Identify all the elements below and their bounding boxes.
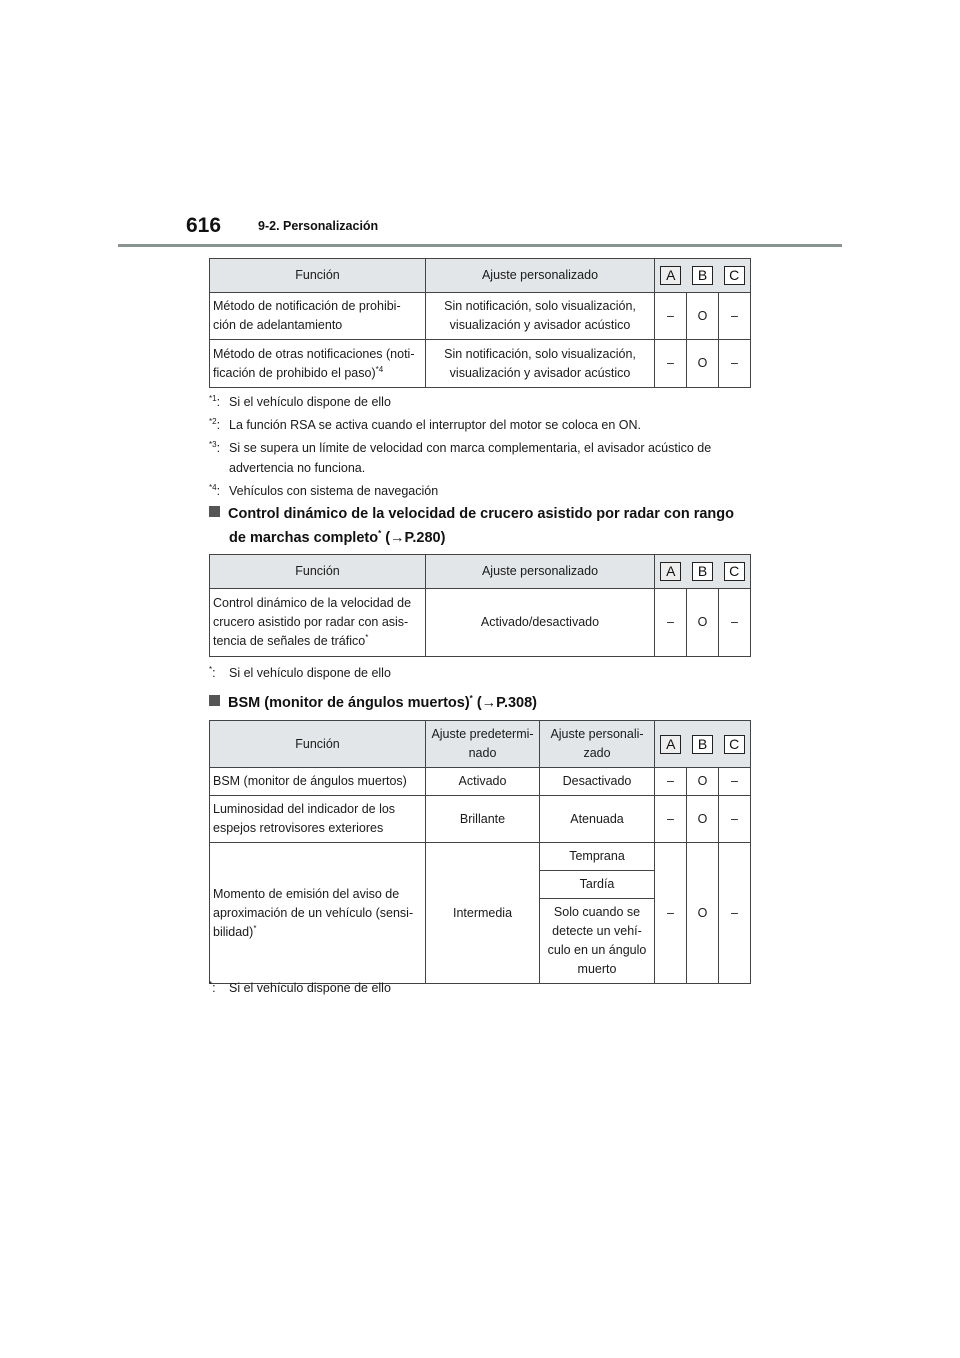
cell-c: – — [719, 293, 751, 340]
footnote-mark: *4 — [209, 482, 217, 492]
footnotes-3 — [209, 978, 729, 998]
cell-a: – — [655, 796, 687, 843]
cell-predeterminado: Intermedia — [426, 843, 540, 984]
cell-a: – — [655, 843, 687, 984]
col-header-funcion: Función — [210, 721, 426, 768]
mode-a-icon: A — [660, 266, 681, 285]
cell-c: – — [719, 843, 751, 984]
mode-b-icon: B — [692, 266, 713, 285]
cell-b: O — [687, 340, 719, 388]
col-header-abc — [655, 555, 751, 589]
section-heading-crucero — [209, 502, 769, 550]
cell-ajuste: Sin notificación, solo visualización, visualización y avisador acústico — [426, 340, 655, 388]
cell-c: – — [719, 768, 751, 796]
heading-line1: Control dinámico de la velocidad de crucero asistido por radar con rango — [228, 506, 734, 522]
table-row — [210, 340, 751, 388]
cell-personalizado: Desactivado — [540, 768, 655, 796]
table-row — [210, 843, 751, 871]
footnote: $^{*1}$: Si el vehículo dispone de ello — [209, 392, 729, 412]
customization-table-notifications — [209, 258, 751, 388]
page-reference-link[interactable]: (→P.308) — [472, 695, 538, 711]
footnote-text: Si se supera un límite de velocidad con marca complementaria, el avisador acústico de advertencia no funciona. — [229, 441, 712, 475]
heading-line2: de marchas completo — [229, 530, 379, 546]
section-heading-bsm — [209, 691, 769, 715]
cell-b: O — [687, 796, 719, 843]
mode-a-icon: A — [660, 562, 681, 581]
col-header-personalizado: Ajuste personali-zado — [540, 721, 655, 768]
cell-a: – — [655, 589, 687, 657]
cell-a: – — [655, 293, 687, 340]
page-reference-link[interactable]: (→P.280) — [381, 530, 446, 546]
cell-funcion-text: Control dinámico de la velocidad de crucero asistido por radar con asis-tencia de señales de tráfico — [213, 596, 412, 648]
footnote-mark: * — [253, 923, 257, 933]
table-row — [210, 768, 751, 796]
col-header-abc — [655, 259, 751, 293]
cell-option: Tardía — [540, 871, 655, 899]
col-header-predeterminado: Ajuste predetermi-nado — [426, 721, 540, 768]
footnote: $^{*4}$: Vehículos con sistema de navegación — [209, 481, 729, 501]
cell-funcion: BSM (monitor de ángulos muertos) — [210, 768, 426, 796]
cell-funcion — [210, 843, 426, 984]
cell-option: Temprana — [540, 843, 655, 871]
col-header-abc — [655, 721, 751, 768]
mode-c-icon: C — [724, 562, 745, 581]
footnotes-1 — [209, 392, 729, 501]
cell-funcion — [210, 589, 426, 657]
customization-table-crucero — [209, 554, 751, 657]
cell-c: – — [719, 589, 751, 657]
cell-funcion — [210, 340, 426, 388]
cell-b: O — [687, 768, 719, 796]
footnote: *: Si el vehículo dispone de ello — [209, 978, 729, 998]
cell-predeterminado: Activado — [426, 768, 540, 796]
mode-b-icon: B — [692, 735, 713, 754]
cell-b: O — [687, 843, 719, 984]
cell-funcion-text: Método de otras notificaciones (noti-ficación de prohibido el paso) — [213, 346, 415, 380]
footnote-text: Si el vehículo dispone de ello — [229, 395, 391, 409]
cell-funcion: Luminosidad del indicador de los espejos retrovisores exteriores — [210, 796, 426, 843]
mode-a-icon: A — [660, 735, 681, 754]
cell-funcion: Método de notificación de prohibi-ción de adelantamiento — [210, 293, 426, 340]
col-header-funcion: Función — [210, 259, 426, 293]
footnote-text: Si el vehículo dispone de ello — [229, 666, 391, 680]
cell-personalizado: Atenuada — [540, 796, 655, 843]
table-row — [210, 796, 751, 843]
mode-c-icon: C — [724, 735, 745, 754]
mode-b-icon: B — [692, 562, 713, 581]
footnote-text: Si el vehículo dispone de ello — [229, 981, 391, 995]
cell-option: Solo cuando se detecte un vehí-culo en un ángulo muerto — [540, 899, 655, 984]
footnote-mark: *3 — [209, 439, 217, 449]
table-row — [210, 589, 751, 657]
footnote: *: Si el vehículo dispone de ello — [209, 663, 729, 683]
section-title: 9-2. Personalización — [258, 219, 379, 233]
customization-table-bsm — [209, 720, 751, 984]
footnotes-2 — [209, 663, 729, 683]
footnote-mark: *4 — [375, 364, 384, 374]
mode-c-icon: C — [724, 266, 745, 285]
heading-line1: BSM (monitor de ángulos muertos) — [228, 695, 470, 711]
col-header-ajuste: Ajuste personalizado — [426, 259, 655, 293]
footnote-text: La función RSA se activa cuando el interruptor del motor se coloca en ON. — [229, 418, 642, 432]
bullet-square-icon — [209, 506, 220, 517]
footnote-mark: * — [378, 529, 382, 539]
header-rule — [118, 244, 842, 247]
col-header-ajuste: Ajuste personalizado — [426, 555, 655, 589]
cell-c: – — [719, 796, 751, 843]
bullet-square-icon — [209, 695, 220, 706]
cell-a: – — [655, 340, 687, 388]
footnote-mark: *2 — [209, 416, 217, 426]
footnote-text: Vehículos con sistema de navegación — [229, 484, 439, 498]
footnote: $^{*2}$: La función RSA se activa cuando el interruptor del motor se coloca en ON. — [209, 415, 729, 435]
cell-b: O — [687, 589, 719, 657]
cell-ajuste: Activado/desactivado — [426, 589, 655, 657]
cell-ajuste: Sin notificación, solo visualización, visualización y avisador acústico — [426, 293, 655, 340]
footnote: $^{*3}$: Si se supera un límite de velocidad con marca complementaria, el avisador acústico de advertencia no funciona. — [209, 438, 729, 478]
footnote-mark: * — [209, 664, 213, 674]
cell-funcion-text: Momento de emisión del aviso de aproximación de un vehículo (sensi-bilidad) — [213, 886, 414, 939]
table-row — [210, 293, 751, 340]
footnote-mark: *1 — [209, 393, 217, 403]
page-number: 616 — [186, 214, 222, 237]
cell-predeterminado: Brillante — [426, 796, 540, 843]
footnote-mark: * — [209, 979, 213, 989]
cell-b: O — [687, 293, 719, 340]
cell-c: – — [719, 340, 751, 388]
col-header-funcion: Función — [210, 555, 426, 589]
cell-a: – — [655, 768, 687, 796]
footnote-mark: * — [469, 694, 473, 704]
footnote-mark: * — [365, 632, 369, 642]
